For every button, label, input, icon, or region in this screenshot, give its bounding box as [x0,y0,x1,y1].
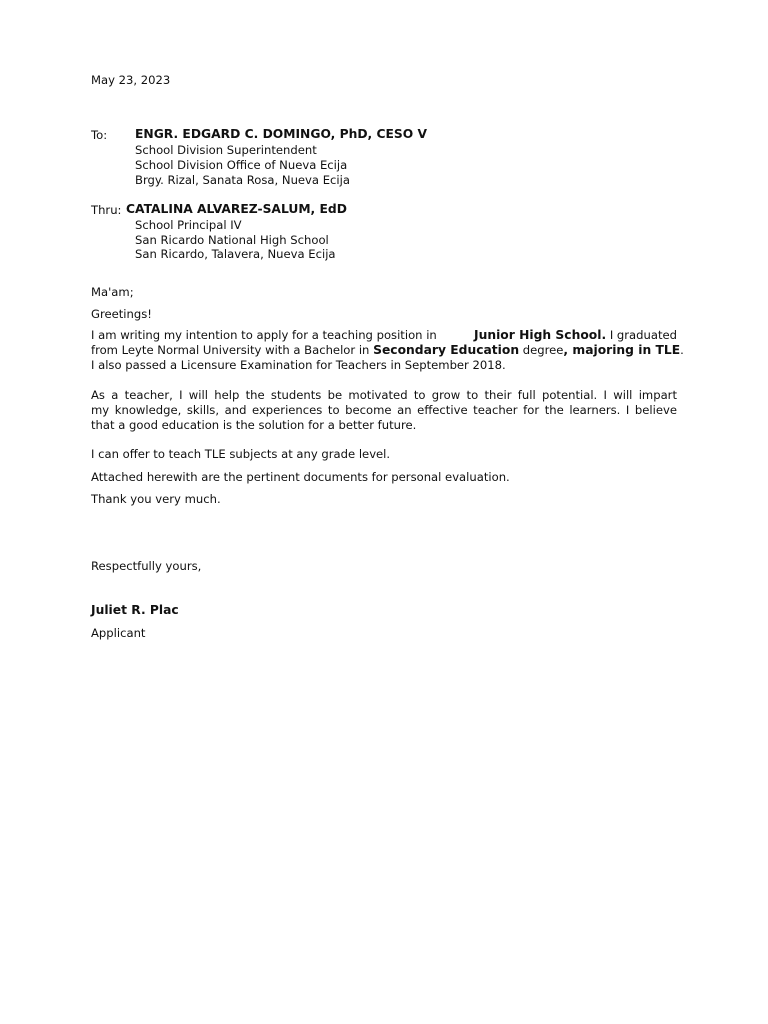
paragraph-line [91,342,684,358]
greeting: Greetings! [91,307,152,321]
recipient-name: ENGR. EDGARD C. DOMINGO, PhD, CESO V [135,127,428,141]
paragraph-thanks: Thank you very much. [91,492,221,506]
to-prefix: To: [91,128,108,142]
bold-run: Junior High School. [474,328,607,342]
text-run: I graduated [609,328,677,342]
paragraph-line: I also passed a Licensure Examination for Teachers in September 2018. [91,357,506,372]
thru-line: School Principal IV [135,218,242,232]
text-run: degree [522,342,564,357]
letter-date: May 23, 2023 [91,73,171,87]
bold-run: Secondary Education [373,342,520,357]
recipient-line: School Division Office of Nueva Ecija [135,158,348,172]
paragraph-line [91,328,677,343]
paragraph-line: As a teacher, I will help the students be motivated to grow to their full potential. I will impart [91,388,677,402]
thru-name: CATALINA ALVAREZ-SALUM, EdD [126,202,347,216]
paragraph-line: my knowledge, skills, and experiences to become an effective teacher for the learners. I believe [91,402,677,417]
text-run: I am writing my intention to apply for a teaching position in [91,328,437,342]
paragraph-offer: I can offer to teach TLE subjects at any grade level. [91,447,391,461]
salutation: Ma'am; [91,285,134,299]
paragraph-attachments: Attached herewith are the pertinent documents for personal evaluation. [91,470,510,484]
paragraph-intent [91,328,684,372]
thru-prefix: Thru: [91,203,122,217]
text-run: from Leyte Normal University with a Bachelor in [91,342,370,357]
thru-line: San Ricardo National High School [135,233,329,247]
signer-title: Applicant [91,626,146,640]
recipient-line: Brgy. Rizal, Sanata Rosa, Nueva Ecija [135,173,350,187]
paragraph-line: that a good education is the solution for a better future. [91,417,417,432]
signer-name: Juliet R. Plac [91,603,179,617]
closing: Respectfully yours, [91,559,202,573]
recipient-line: School Division Superintendent [135,143,317,157]
bold-run: , majoring in TLE [563,342,681,357]
thru-line: San Ricardo, Talavera, Nueva Ecija [135,247,336,261]
paragraph-motivation [91,388,677,432]
text-run: . [680,342,684,357]
